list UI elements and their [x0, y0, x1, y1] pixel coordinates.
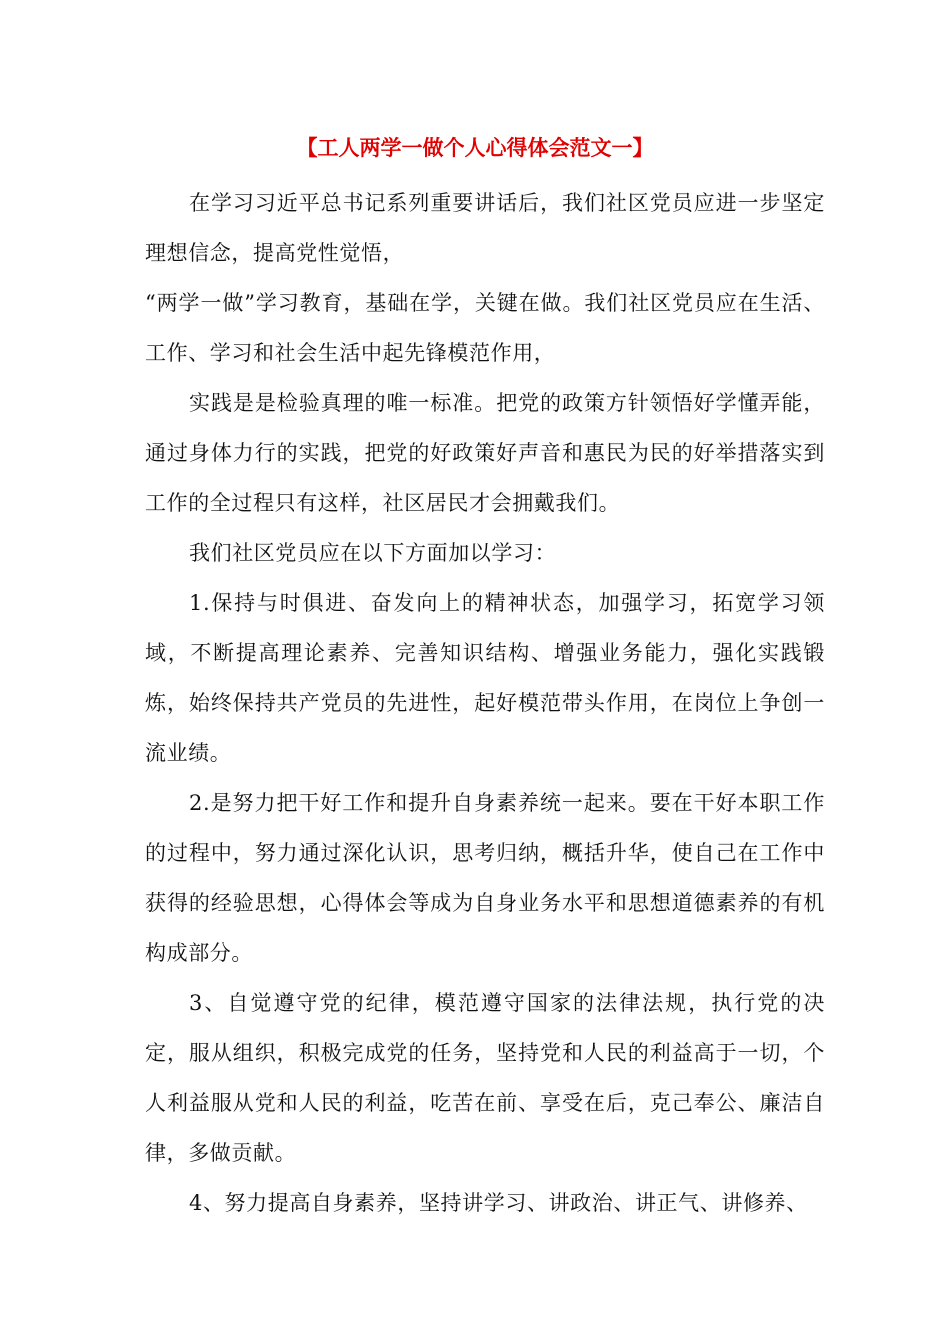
- document-title: 【工人两学一做个人心得体会范文一】: [296, 135, 654, 160]
- paragraph-4: 我们社区党员应在以下方面加以学习：: [189, 541, 557, 565]
- paragraph-6: 2.是努力把干好工作和提升自身素养统一起来。要在干好本职工作的过程中，努力通过深化认识，思考归纳，概括升华，使自己在工作中获得的经验思想，心得体会等成为自身业务水平和思想道德素养的有机构成部分。: [145, 791, 825, 965]
- paragraph-8: 4、努力提高自身素养，坚持讲学习、讲政治、讲正气、讲修养、: [189, 1191, 808, 1215]
- paragraph-1: 在学习习近平总书记系列重要讲话后，我们社区党员应进一步坚定理想信念，提高党性觉悟，: [145, 191, 825, 265]
- paragraph-2: “两学一做”学习教育，基础在学，关键在做。我们社区党员应在生活、工作、学习和社会生活中起先锋模范作用，: [145, 291, 825, 365]
- paragraph-5: 1.保持与时俱进、奋发向上的精神状态，加强学习，拓宽学习领域，不断提高理论素养、完善知识结构、增强业务能力，强化实践锻炼，始终保持共产党员的先进性，起好模范带头作用，在岗位上争创一流业绩。: [145, 591, 825, 765]
- paragraph-3: 实践是是检验真理的唯一标准。把党的政策方针领悟好学懂弄能，通过身体力行的实践，把党的好政策好声音和惠民为民的好举措落实到工作的全过程只有这样，社区居民才会拥戴我们。: [145, 391, 825, 515]
- document-body: [145, 178, 825, 1228]
- paragraph-7: 3、自觉遵守党的纪律，模范遵守国家的法律法规，执行党的决定，服从组织，积极完成党的任务，坚持党和人民的利益高于一切，个人利益服从党和人民的利益，吃苦在前、享受在后，克己奉公、廉洁自律，多做贡献。: [145, 991, 825, 1165]
